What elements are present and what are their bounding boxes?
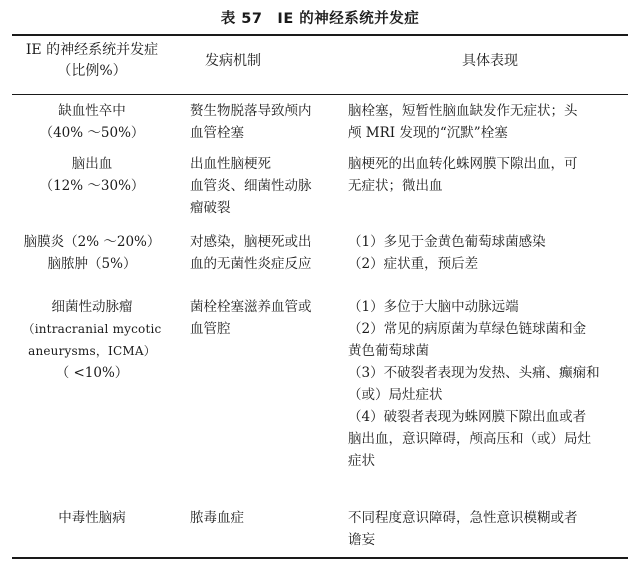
header-complication-line: IE 的神经系统并发症 bbox=[25, 42, 159, 58]
cell-line: 无症状；微出血 bbox=[348, 178, 443, 194]
row-5-mechanism bbox=[190, 507, 244, 529]
header-mechanism: 发病机制 bbox=[205, 53, 261, 69]
row-4-manifestation bbox=[348, 296, 600, 472]
cell-line: 缺血性卒中 bbox=[58, 103, 126, 119]
cell-line: （1）多见于金黄色葡萄球菌感染 bbox=[348, 234, 546, 250]
cell-line: 脑膜炎（2% ～20%） bbox=[23, 234, 161, 250]
cell-line: 黄色葡萄球菌 bbox=[348, 343, 429, 359]
row-1-manifestation bbox=[348, 100, 578, 144]
cell-line: 不同程度意识障碍，急性意识模糊或者 bbox=[348, 510, 578, 526]
cell-line: 脑脓肿（5%） bbox=[47, 256, 137, 272]
row-3-manifestation bbox=[348, 231, 546, 275]
row-5-complication bbox=[12, 507, 172, 529]
cell-line: 血管炎、细菌性动脉 bbox=[190, 178, 312, 194]
cell-line: 瘤破裂 bbox=[190, 200, 231, 216]
row-1-mechanism bbox=[190, 100, 312, 144]
cell-line: 赘生物脱落导致颅内 bbox=[190, 103, 312, 119]
cell-line: 脑出血，意识障碍，颅高压和（或）局灶 bbox=[348, 431, 591, 447]
cell-line: （2）症状重，预后差 bbox=[348, 256, 479, 272]
cell-line: 血管腔 bbox=[190, 321, 231, 337]
row-3-mechanism bbox=[190, 231, 312, 275]
cell-line: 菌栓栓塞滋养血管或 bbox=[190, 299, 312, 315]
cell-line: （12% ～30%） bbox=[39, 178, 145, 194]
cell-line: 脑栓塞，短暂性脑血缺发作无症状；头 bbox=[348, 103, 578, 119]
cell-line: 脑出血 bbox=[71, 156, 113, 172]
row-2-mechanism bbox=[190, 153, 312, 219]
cell-line: （或）局灶症状 bbox=[348, 387, 443, 403]
row-4-complication bbox=[12, 296, 172, 384]
cell-line: （2）常见的病原菌为草绿色链球菌和金 bbox=[348, 321, 587, 337]
cell-line: aneurysms，ICMA） bbox=[28, 344, 156, 358]
cell-line: （1）多位于大脑中动脉远端 bbox=[348, 299, 519, 315]
cell-line: （3）不破裂者表现为发热、头痛、癫痫和 bbox=[348, 365, 600, 381]
cell-line: 中毒性脑病 bbox=[58, 510, 126, 526]
table-title: 表 57 IE 的神经系统并发症 bbox=[220, 11, 420, 27]
cell-line: 脓毒血症 bbox=[190, 510, 244, 526]
cell-line: 血的无菌性炎症反应 bbox=[190, 256, 312, 272]
cell-line: 颅 MRI 发现的“沉默”栓塞 bbox=[348, 125, 508, 141]
header-complication bbox=[12, 40, 172, 82]
cell-line: 脑梗死的出血转化蛛网膜下隙出血，可 bbox=[348, 156, 578, 172]
row-5-manifestation bbox=[348, 507, 578, 551]
cell-line: 症状 bbox=[348, 453, 375, 469]
cell-line: （40% ～50%） bbox=[39, 125, 145, 141]
cell-line: （intracranial mycotic bbox=[22, 322, 162, 336]
row-1-complication bbox=[12, 100, 172, 144]
row-4-mechanism bbox=[190, 296, 312, 340]
header-complication-line: （比例%） bbox=[57, 63, 127, 79]
cell-line: （ <10%） bbox=[55, 365, 129, 381]
cell-line: 血管栓塞 bbox=[190, 125, 244, 141]
row-3-complication bbox=[12, 231, 172, 275]
row-2-complication bbox=[12, 153, 172, 197]
table-bottom-rule bbox=[12, 557, 628, 559]
cell-line: （4）破裂者表现为蛛网膜下隙出血或者 bbox=[348, 409, 587, 425]
cell-line: 谵妄 bbox=[348, 532, 375, 548]
cell-line: 细菌性动脉瘤 bbox=[51, 299, 133, 315]
cell-line: 对感染，脑梗死或出 bbox=[190, 234, 312, 250]
row-2-manifestation bbox=[348, 153, 578, 197]
header-manifestation: 具体表现 bbox=[462, 53, 518, 69]
table-top-rule bbox=[12, 34, 628, 36]
header-rule bbox=[12, 94, 628, 95]
cell-line: 出血性脑梗死 bbox=[190, 156, 271, 172]
